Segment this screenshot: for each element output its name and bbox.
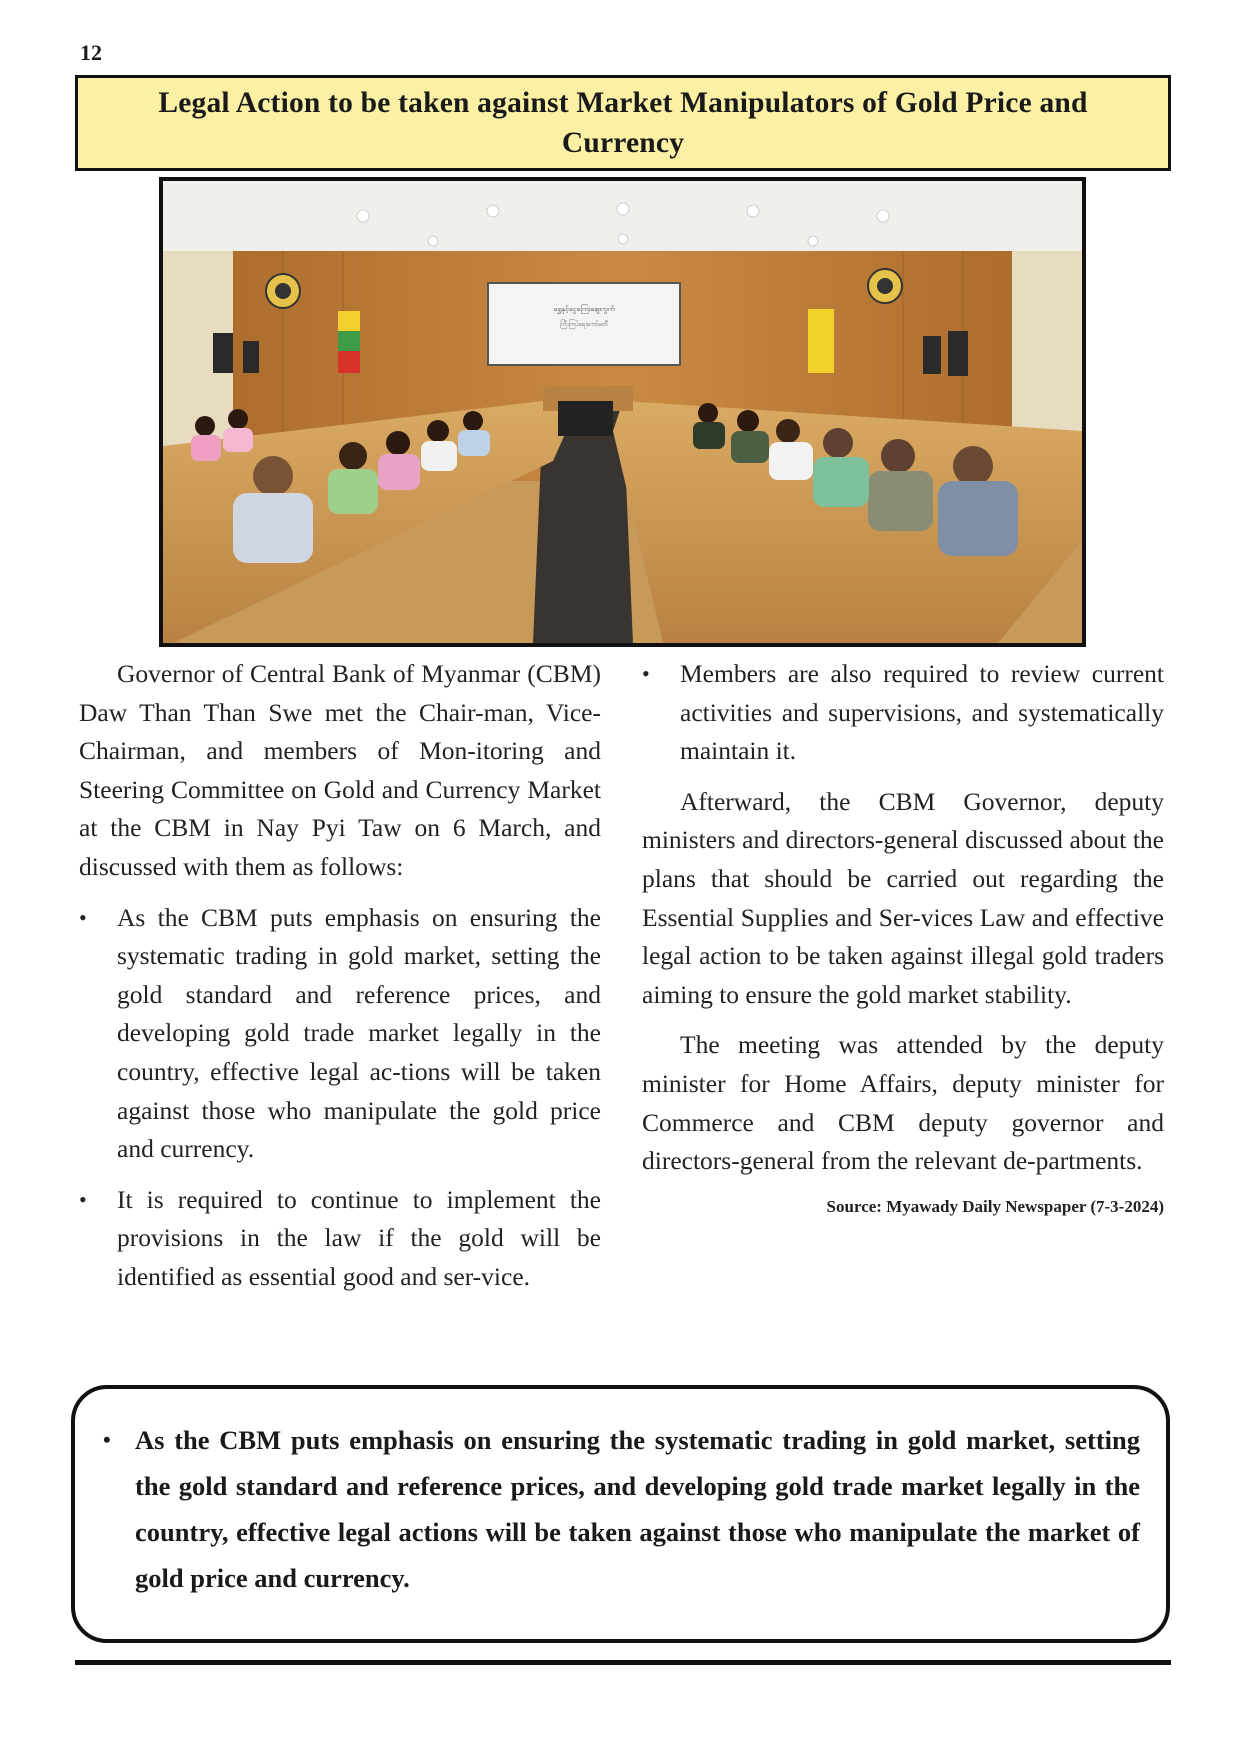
list-item-text: It is required to continue to implement the provisions in the law if the gold will be identified as essential good and ser-vice.: [117, 1184, 601, 1291]
meeting-room-illustration: [163, 181, 1082, 643]
intro-paragraph: Governor of Central Bank of Myanmar (CBM) Daw Than Than Swe met the Chair-man, Vice-Chairman, and members of Mon-itoring and Steering Committee on Gold and Currency Market at the CBM in Nay Pyi Taw on 6 March, and discussed with them as follows:: [79, 659, 601, 881]
bullet-icon: •: [642, 661, 650, 686]
highlight-list: [95, 1417, 1140, 1601]
list-item-text: As the CBM puts emphasis on ensuring the systematic trading in gold market, setting the gold standard and reference prices, and developing gold trade market legally in the country, effective legal ac-tions will be taken against those who manipulate the gold price and currency.: [117, 902, 601, 1164]
left-bullet-list: [79, 899, 601, 1297]
page-number: 12: [80, 40, 102, 65]
highlight-text: As the CBM puts emphasis on ensuring the systematic trading in gold market, setting the gold standard and reference prices, and developing gold trade market legally in the country, effective legal actions will be taken against those who manipulate the market of gold price and currency.: [135, 1425, 1140, 1593]
list-item: [642, 655, 1164, 771]
bullet-icon: •: [103, 1427, 111, 1452]
bullet-icon: •: [79, 904, 87, 930]
meeting-photo: [159, 177, 1086, 647]
bottom-divider: [75, 1660, 1171, 1665]
title-box: [75, 75, 1171, 171]
right-column: [642, 655, 1164, 1219]
list-item: [79, 899, 601, 1169]
highlight-item: [95, 1417, 1140, 1601]
source-citation: Source: Myawady Daily Newspaper (7-3-2024): [826, 1196, 1164, 1216]
afterward-paragraph: Afterward, the CBM Governor, deputy ministers and directors-general discussed about the plans that should be carried out regarding the Essential Supplies and Ser-vices Law and effective legal action to be taken against illegal gold traders aiming to ensure the gold market stability.: [642, 786, 1164, 1009]
highlight-box: [71, 1385, 1170, 1643]
article-title: Legal Action to be taken against Market Manipulators of Gold Price and Currency: [158, 87, 1088, 159]
attendance-paragraph: The meeting was attended by the deputy minister for Home Affairs, deputy minister for Commerce and CBM deputy governor and directors-general from the relevant de-partments.: [642, 1030, 1164, 1176]
right-bullet-list: [642, 655, 1164, 771]
list-item: [79, 1181, 601, 1297]
list-item-text: Members are also required to review current activities and supervisions, and systematically maintain it.: [680, 659, 1164, 766]
screen-title: ရွှေနှင့်ငွေကြေးဈေးကွက်: [553, 305, 615, 313]
bullet-icon: •: [79, 1186, 87, 1212]
left-column: [79, 655, 601, 1309]
screen-subtitle: ကြီးကြပ်ရေးကော်မတီ: [560, 321, 608, 328]
